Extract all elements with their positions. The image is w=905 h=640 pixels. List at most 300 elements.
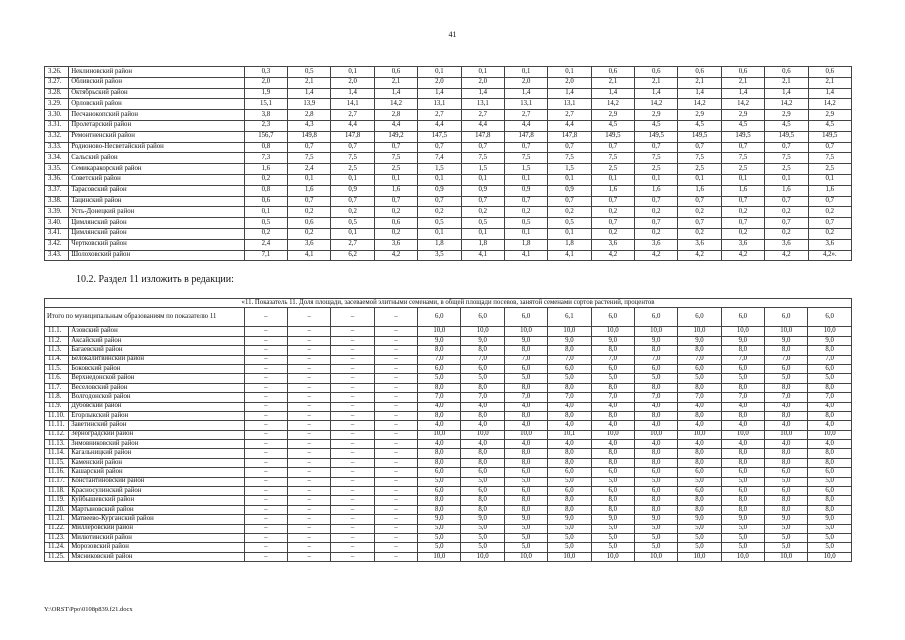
row-number: 3.37.: [45, 185, 69, 196]
district-name: Песчанокопский район: [69, 110, 245, 121]
district-name: Красносулинский район: [69, 487, 244, 496]
value-cell: 8,0: [461, 505, 504, 514]
value-cell: 2,8: [374, 110, 417, 121]
value-cell: 4,1: [288, 250, 331, 261]
table-row: [45, 543, 852, 552]
value-cell: 2,1: [721, 77, 764, 88]
value-cell: 0,2: [374, 228, 417, 239]
value-cell: 0,6: [765, 67, 808, 78]
value-cell: 8,0: [721, 496, 764, 505]
value-cell: 4,5: [635, 120, 678, 131]
value-cell: 8,0: [721, 458, 764, 467]
district-name: Цимлянский район: [69, 218, 245, 229]
value-cell: 2,9: [678, 110, 721, 121]
value-cell: 10,0: [634, 430, 677, 439]
value-cell: 5,0: [765, 477, 808, 486]
value-cell: –: [374, 505, 417, 514]
value-cell: 0,2: [418, 207, 461, 218]
value-cell: 6,0: [678, 364, 721, 373]
value-cell: –: [374, 364, 417, 373]
district-name: Егорлыкский район: [69, 411, 244, 420]
value-cell: 4,5: [765, 120, 808, 131]
row-number: 11.7.: [45, 383, 69, 392]
value-cell: –: [288, 524, 331, 533]
value-cell: 4,0: [461, 440, 504, 449]
district-name: Заветинский район: [69, 421, 244, 430]
table-row: [45, 207, 852, 218]
value-cell: 0,7: [331, 142, 374, 153]
table-row: [45, 440, 852, 449]
value-cell: 8,0: [548, 505, 591, 514]
value-cell: 8,0: [808, 505, 852, 514]
value-cell: 147,5: [418, 131, 461, 142]
row-number: 11.23.: [45, 533, 69, 542]
value-cell: –: [331, 355, 374, 364]
value-cell: –: [288, 440, 331, 449]
value-cell: 0,6: [244, 196, 287, 207]
value-cell: 0,2: [678, 228, 721, 239]
value-cell: 8,0: [721, 346, 764, 355]
value-cell: 0,8: [244, 142, 287, 153]
value-cell: 0,5: [418, 218, 461, 229]
value-cell: 6,0: [591, 364, 634, 373]
value-cell: 6,0: [504, 364, 547, 373]
value-cell: 6,0: [765, 487, 808, 496]
value-cell: 9,0: [721, 515, 764, 524]
value-cell: 0,6: [374, 67, 417, 78]
value-cell: –: [374, 487, 417, 496]
table-row: [45, 487, 852, 496]
total-value-cell: 6,0: [461, 308, 504, 327]
value-cell: –: [288, 430, 331, 439]
value-cell: 10,0: [765, 327, 808, 336]
value-cell: –: [288, 543, 331, 552]
value-cell: 10,0: [765, 430, 808, 439]
value-cell: 5,0: [808, 477, 852, 486]
value-cell: –: [374, 515, 417, 524]
value-cell: 0,1: [808, 174, 851, 185]
value-cell: –: [244, 327, 287, 336]
value-cell: 6,0: [634, 468, 677, 477]
value-cell: 8,0: [678, 505, 721, 514]
value-cell: 5,0: [765, 374, 808, 383]
value-cell: 10,0: [591, 327, 634, 336]
value-cell: –: [288, 468, 331, 477]
value-cell: 0,7: [591, 142, 634, 153]
row-number: 11.1.: [45, 327, 69, 336]
value-cell: –: [288, 477, 331, 486]
value-cell: 5,0: [504, 524, 547, 533]
value-cell: 4,0: [591, 402, 634, 411]
value-cell: 8,0: [548, 449, 591, 458]
value-cell: 0,2: [635, 228, 678, 239]
table-row: [45, 458, 852, 467]
value-cell: –: [288, 458, 331, 467]
value-cell: 1,5: [548, 164, 591, 175]
value-cell: 6,0: [765, 468, 808, 477]
value-cell: –: [288, 515, 331, 524]
value-cell: –: [331, 515, 374, 524]
value-cell: 6,0: [808, 468, 852, 477]
value-cell: 2,5: [331, 164, 374, 175]
row-number: 11.14.: [45, 449, 69, 458]
value-cell: 7,5: [288, 153, 331, 164]
value-cell: 0,7: [504, 196, 547, 207]
district-name: Зерноградский район: [69, 430, 244, 439]
value-cell: –: [244, 430, 287, 439]
value-cell: 6,0: [504, 487, 547, 496]
value-cell: –: [331, 383, 374, 392]
value-cell: 0,6: [635, 67, 678, 78]
value-cell: 2,1: [678, 77, 721, 88]
value-cell: 10,0: [591, 552, 634, 561]
value-cell: 4,0: [678, 440, 721, 449]
row-number: 3.34.: [45, 153, 69, 164]
row-number: 3.33.: [45, 142, 69, 153]
value-cell: 5,0: [808, 374, 852, 383]
table-row: [45, 374, 852, 383]
value-cell: –: [244, 411, 287, 420]
value-cell: 149,5: [635, 131, 678, 142]
value-cell: 2,5: [808, 164, 851, 175]
value-cell: –: [374, 421, 417, 430]
district-name: Азовский район: [69, 327, 244, 336]
value-cell: 0,2: [374, 207, 417, 218]
value-cell: 9,0: [504, 336, 547, 345]
value-cell: 5,0: [765, 543, 808, 552]
value-cell: 0,7: [635, 142, 678, 153]
value-cell: 1,6: [635, 185, 678, 196]
value-cell: 9,0: [461, 336, 504, 345]
value-cell: –: [331, 440, 374, 449]
value-cell: 4,0: [721, 402, 764, 411]
value-cell: 9,0: [678, 336, 721, 345]
table-row: [45, 496, 852, 505]
value-cell: 5,0: [808, 524, 852, 533]
value-cell: 7,0: [721, 355, 764, 364]
value-cell: 4,0: [418, 421, 461, 430]
value-cell: 4,4: [548, 120, 591, 131]
value-cell: 8,0: [461, 346, 504, 355]
value-cell: 7,5: [765, 153, 808, 164]
value-cell: 0,7: [808, 196, 851, 207]
value-cell: 4,0: [634, 440, 677, 449]
value-cell: 0,1: [635, 174, 678, 185]
value-cell: –: [288, 383, 331, 392]
value-cell: 9,0: [461, 515, 504, 524]
value-cell: 0,7: [808, 218, 851, 229]
table-row: [45, 364, 852, 373]
value-cell: 0,1: [461, 67, 504, 78]
table-row: [45, 552, 852, 561]
table-row: [45, 346, 852, 355]
district-name: Родионово-Несветайский район: [69, 142, 245, 153]
district-name: Неклиновский район: [69, 67, 245, 78]
value-cell: 0,9: [504, 185, 547, 196]
total-row: [45, 308, 852, 327]
value-cell: 8,0: [461, 458, 504, 467]
value-cell: 5,0: [418, 533, 461, 542]
value-cell: 4,2: [635, 250, 678, 261]
district-name: Тацинский район: [69, 196, 245, 207]
value-cell: 1,5: [504, 164, 547, 175]
value-cell: –: [374, 393, 417, 402]
value-cell: 8,0: [591, 496, 634, 505]
value-cell: –: [288, 449, 331, 458]
value-cell: 4,0: [548, 402, 591, 411]
value-cell: 6,0: [634, 487, 677, 496]
value-cell: –: [244, 505, 287, 514]
district-name: Каменский район: [69, 458, 244, 467]
value-cell: 0,7: [288, 196, 331, 207]
value-cell: 1,4: [678, 88, 721, 99]
value-cell: 8,0: [808, 346, 852, 355]
value-cell: 8,0: [765, 383, 808, 392]
value-cell: 10,0: [418, 552, 461, 561]
value-cell: 2,5: [765, 164, 808, 175]
value-cell: 5,0: [461, 374, 504, 383]
value-cell: –: [244, 383, 287, 392]
value-cell: 8,0: [808, 383, 852, 392]
value-cell: 10,0: [418, 430, 461, 439]
value-cell: 8,0: [504, 496, 547, 505]
value-cell: 2,7: [461, 110, 504, 121]
value-cell: 4,0: [721, 440, 764, 449]
value-cell: 4,4: [374, 120, 417, 131]
value-cell: 0,2: [721, 207, 764, 218]
value-cell: –: [374, 552, 417, 561]
value-cell: 0,6: [721, 67, 764, 78]
value-cell: 1,4: [591, 88, 634, 99]
value-cell: –: [288, 355, 331, 364]
value-cell: 8,0: [591, 458, 634, 467]
value-cell: 2,7: [418, 110, 461, 121]
value-cell: 7,5: [635, 153, 678, 164]
value-cell: 6,0: [461, 364, 504, 373]
value-cell: 149,5: [765, 131, 808, 142]
value-cell: 4,4: [504, 120, 547, 131]
value-cell: 3,6: [678, 239, 721, 250]
value-cell: 1,4: [331, 88, 374, 99]
row-number: 11.3.: [45, 346, 69, 355]
value-cell: 2,7: [331, 239, 374, 250]
value-cell: 2,9: [808, 110, 851, 121]
table-row: [45, 239, 852, 250]
value-cell: 9,0: [418, 515, 461, 524]
value-cell: 14,2: [635, 99, 678, 110]
value-cell: 7,4: [418, 153, 461, 164]
value-cell: 6,0: [504, 468, 547, 477]
total-value-cell: 6,0: [504, 308, 547, 327]
value-cell: 10,0: [721, 552, 764, 561]
value-cell: 2,0: [548, 77, 591, 88]
value-cell: 0,7: [461, 142, 504, 153]
value-cell: 0,7: [721, 196, 764, 207]
value-cell: 6,0: [808, 364, 852, 373]
value-cell: 8,0: [634, 411, 677, 420]
value-cell: 4,1: [504, 250, 547, 261]
value-cell: 2,7: [504, 110, 547, 121]
total-value-cell: –: [244, 308, 287, 327]
value-cell: 8,0: [634, 383, 677, 392]
table-row: [45, 355, 852, 364]
value-cell: 3,8: [244, 110, 287, 121]
district-name: Аксайский район: [69, 336, 244, 345]
value-cell: –: [288, 411, 331, 420]
value-cell: 0,9: [331, 185, 374, 196]
value-cell: 1,6: [244, 164, 287, 175]
value-cell: 0,9: [461, 185, 504, 196]
value-cell: 9,0: [765, 336, 808, 345]
value-cell: 7,0: [591, 355, 634, 364]
value-cell: 4,4: [418, 120, 461, 131]
table-row: [45, 142, 852, 153]
value-cell: 0,5: [288, 67, 331, 78]
row-number: 3.41.: [45, 228, 69, 239]
value-cell: 9,0: [721, 336, 764, 345]
value-cell: 5,0: [504, 477, 547, 486]
value-cell: 1,8: [504, 239, 547, 250]
district-name: Милютинский район: [69, 533, 244, 542]
value-cell: –: [244, 458, 287, 467]
value-cell: 7,0: [591, 393, 634, 402]
value-cell: 5,0: [678, 477, 721, 486]
value-cell: 4,2: [374, 250, 417, 261]
indicator-11-table: [44, 298, 852, 562]
value-cell: 0,7: [374, 196, 417, 207]
value-cell: –: [331, 543, 374, 552]
value-cell: 4,0: [721, 421, 764, 430]
table-row: [45, 185, 852, 196]
value-cell: 9,0: [808, 515, 852, 524]
value-cell: 0,2: [678, 207, 721, 218]
table-row: [45, 228, 852, 239]
value-cell: 7,5: [548, 153, 591, 164]
value-cell: 4,0: [808, 402, 852, 411]
value-cell: 8,0: [721, 505, 764, 514]
value-cell: 7,0: [548, 355, 591, 364]
value-cell: 8,0: [765, 458, 808, 467]
value-cell: 8,0: [418, 449, 461, 458]
value-cell: 0,7: [721, 218, 764, 229]
value-cell: 4,0: [808, 440, 852, 449]
value-cell: 14,1: [331, 99, 374, 110]
value-cell: –: [331, 477, 374, 486]
value-cell: 2,0: [244, 77, 287, 88]
value-cell: –: [244, 364, 287, 373]
value-cell: 5,0: [634, 543, 677, 552]
value-cell: 8,0: [461, 449, 504, 458]
value-cell: –: [331, 346, 374, 355]
value-cell: 8,0: [591, 383, 634, 392]
value-cell: 149,5: [678, 131, 721, 142]
district-name: Кагальницкий район: [69, 449, 244, 458]
value-cell: 0,2: [765, 228, 808, 239]
value-cell: 8,0: [808, 449, 852, 458]
row-number: 3.27.: [45, 77, 69, 88]
value-cell: 10,0: [504, 327, 547, 336]
value-cell: 4,1: [548, 250, 591, 261]
value-cell: 0,7: [678, 196, 721, 207]
value-cell: 0,7: [591, 196, 634, 207]
value-cell: 13,1: [548, 99, 591, 110]
value-cell: 149,5: [591, 131, 634, 142]
value-cell: 1,8: [418, 239, 461, 250]
value-cell: 0,2: [331, 207, 374, 218]
value-cell: 0,6: [288, 218, 331, 229]
value-cell: 13,1: [461, 99, 504, 110]
value-cell: 5,0: [418, 374, 461, 383]
total-value-cell: 6,0: [808, 308, 852, 327]
value-cell: 0,5: [331, 218, 374, 229]
value-cell: 4,5: [591, 120, 634, 131]
value-cell: 6,0: [461, 487, 504, 496]
value-cell: 5,0: [808, 543, 852, 552]
value-cell: 14,2: [721, 99, 764, 110]
district-name: Боковский район: [69, 364, 244, 373]
value-cell: 0,7: [765, 142, 808, 153]
value-cell: 5,0: [504, 533, 547, 542]
value-cell: –: [331, 402, 374, 411]
value-cell: –: [331, 505, 374, 514]
value-cell: 5,0: [548, 477, 591, 486]
value-cell: 7,5: [374, 153, 417, 164]
value-cell: 0,2: [765, 207, 808, 218]
table-row: [45, 218, 852, 229]
value-cell: 5,0: [591, 374, 634, 383]
value-cell: –: [244, 346, 287, 355]
value-cell: 7,0: [808, 393, 852, 402]
value-cell: 0,2: [288, 228, 331, 239]
value-cell: 147,8: [504, 131, 547, 142]
row-number: 11.11.: [45, 421, 69, 430]
value-cell: 8,0: [808, 496, 852, 505]
value-cell: 2,8: [288, 110, 331, 121]
value-cell: 0,5: [461, 218, 504, 229]
value-cell: 10,0: [721, 430, 764, 439]
value-cell: –: [244, 515, 287, 524]
value-cell: 10,0: [461, 327, 504, 336]
value-cell: –: [331, 468, 374, 477]
value-cell: 0,3: [244, 67, 287, 78]
value-cell: 1,4: [374, 88, 417, 99]
value-cell: 15,1: [244, 99, 287, 110]
value-cell: 0,7: [635, 196, 678, 207]
value-cell: 1,4: [635, 88, 678, 99]
value-cell: 5,0: [765, 524, 808, 533]
value-cell: 8,0: [765, 449, 808, 458]
district-name: Усть-Донецкий район: [69, 207, 245, 218]
value-cell: 0,1: [331, 174, 374, 185]
district-name: Советский район: [69, 174, 245, 185]
value-cell: –: [374, 346, 417, 355]
value-cell: 2,0: [418, 77, 461, 88]
value-cell: 13,9: [288, 99, 331, 110]
value-cell: 8,0: [548, 458, 591, 467]
row-number: 11.15.: [45, 458, 69, 467]
value-cell: –: [374, 468, 417, 477]
value-cell: 4,4: [331, 120, 374, 131]
value-cell: –: [331, 496, 374, 505]
value-cell: 0,1: [548, 174, 591, 185]
value-cell: 10,0: [634, 552, 677, 561]
value-cell: 8,0: [634, 496, 677, 505]
value-cell: –: [288, 533, 331, 542]
value-cell: 0,1: [288, 174, 331, 185]
value-cell: 10,0: [504, 552, 547, 561]
value-cell: 5,0: [591, 477, 634, 486]
value-cell: 0,1: [331, 67, 374, 78]
